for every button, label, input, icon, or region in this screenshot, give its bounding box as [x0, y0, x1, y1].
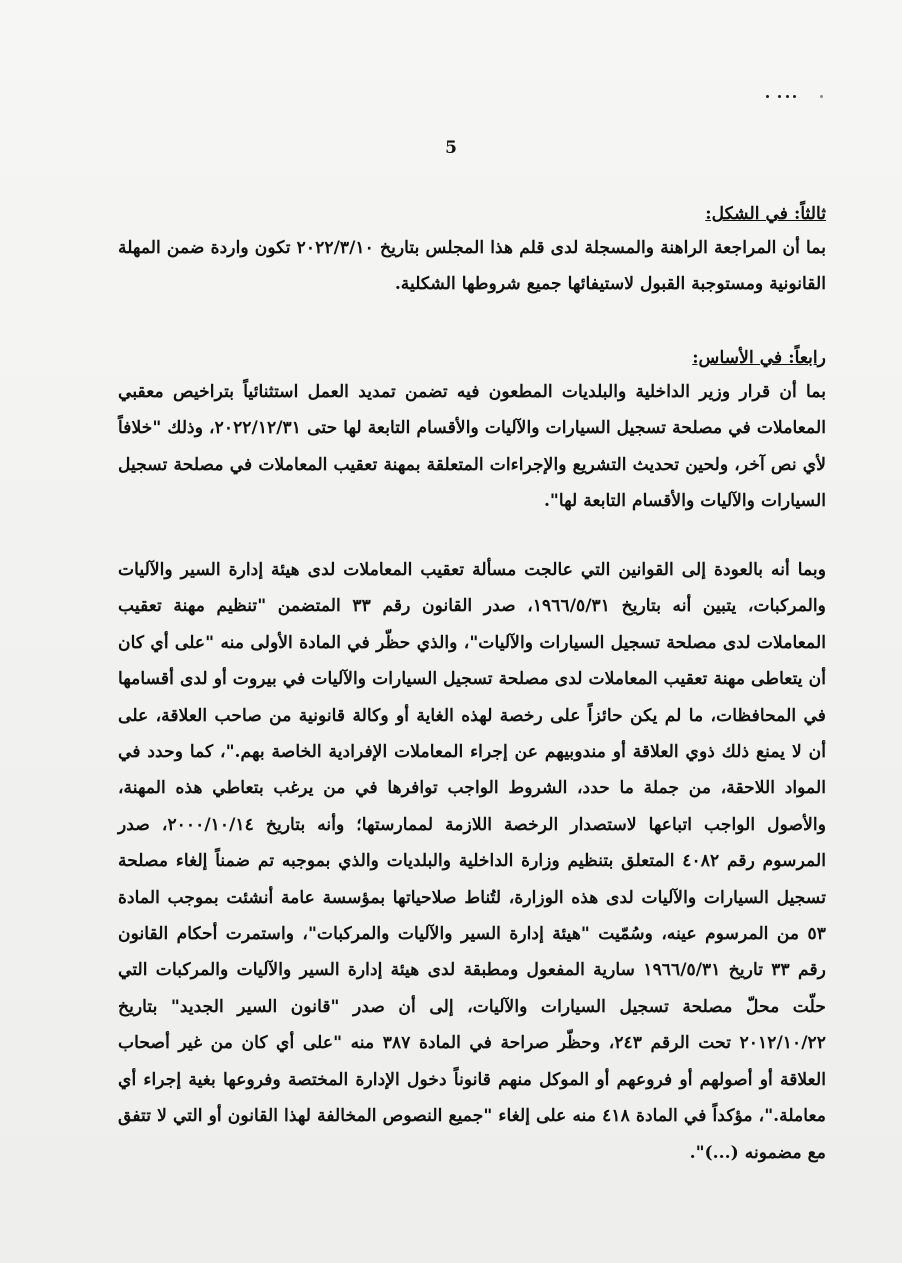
- page-number: 5: [445, 138, 457, 158]
- section-basis-title: رابعاً: في الأساس:: [692, 348, 826, 368]
- section-form-text: بما أن المراجعة الراهنة والمسجلة لدى قلم هذا المجلس بتاريخ ٢٠٢٢/٣/١٠ تكون واردة ضمن المهلة القانونية ومستوجبة القبول لاستيفائها جميع شروطها الشكلية.: [118, 238, 826, 295]
- section-basis-text: بما أن قرار وزير الداخلية والبلديات المطعون فيه تضمن تمديد العمل استثنائياً بتراخيص معقبي المعاملات في مصلحة تسجيل السيارات والآليات والأقسام التابعة لها حتى ٢٠٢٢/١٢/٣١، وذلك "خلافاً لأي نص آخر، ولحين تحديث التشريع والإجراءات المتعلقة بمهنة تعقيب المعاملات في مصلحة تسجيل السيارات والآليات والأقسام التابعة لها".: [118, 382, 826, 512]
- section-form: [118, 196, 826, 303]
- paragraph-history-text: وبما أنه بالعودة إلى القوانين التي عالجت مسألة تعقيب المعاملات لدى هيئة إدارة السير والآليات والمركبات، يتبين أنه بتاريخ ١٩٦٦/٥/٣١، صدر القانون رقم ٣٣ المتضمن "تنظيم مهنة تعقيب المعاملات لدى مصلحة تسجيل السيارات والآليات"، والذي حظّر في المادة الأولى منه "على أي كان أن يتعاطى مهنة تعقيب المعاملات لدى مصلحة تسجيل السيارات والآليات في بيروت أو لدى أقسامها في المحافظات، ما لم يكن حائزاً على رخصة لهذه الغاية أو وكالة قانونية من صاحب العلاقة، على أن لا يمنع ذلك ذوي العلاقة أو مندوبيهم عن إجراء المعاملات الإفرادية الخاصة بهم."، كما وحدد في المواد اللاحقة، من جملة ما حدد، الشروط الواجب توافرها في من يرغب بتعاطي هذه المهنة، والأصول الواجب اتباعها لاستصدار الرخصة اللازمة لممارستها؛ وأنه بتاريخ ٢٠٠٠/١٠/١٤، صدر المرسوم رقم ٤٠٨٢ المتعلق بتنظيم وزارة الداخلية والبلديات والذي بموجبه تم ضمناً إلغاء مصلحة تسجيل السيارات والآليات لدى هذه الوزارة، لتُناط صلاحياتها بمؤسسة عامة أنشئت بموجب المادة ٥٣ من المرسوم عينه، وسُمّيت "هيئة إدارة السير والآليات والمركبات"، واستمرت أحكام القانون رقم ٣٣ تاريخ ١٩٦٦/٥/٣١ سارية المفعول ومطبقة لدى هيئة إدارة السير والآليات والمركبات التي حلّت محلّ مصلحة تسجيل السيارات والآليات، إلى أن صدر "قانون السير الجديد" بتاريخ ٢٠١٢/١٠/٢٢ تحت الرقم ٢٤٣، وحظّر صراحة في المادة ٣٨٧ منه "على أي كان من غير أصحاب العلاقة أو أصولهم أو فروعهم أو الموكل منهم قانوناً دخول الإدارة المختصة وفروعها بغية إجراء أي معاملة."، مؤكداً في المادة ٤١٨ منه على إلغاء "جميع النصوص المخالفة لهذا القانون أو التي لا تتفق مع مضمونه (...)".: [118, 560, 827, 1163]
- section-form-title: ثالثاً: في الشكل:: [705, 204, 826, 224]
- section-basis: [118, 340, 826, 520]
- paragraph-history: [118, 552, 826, 1171]
- scan-dots-mark: [764, 92, 824, 102]
